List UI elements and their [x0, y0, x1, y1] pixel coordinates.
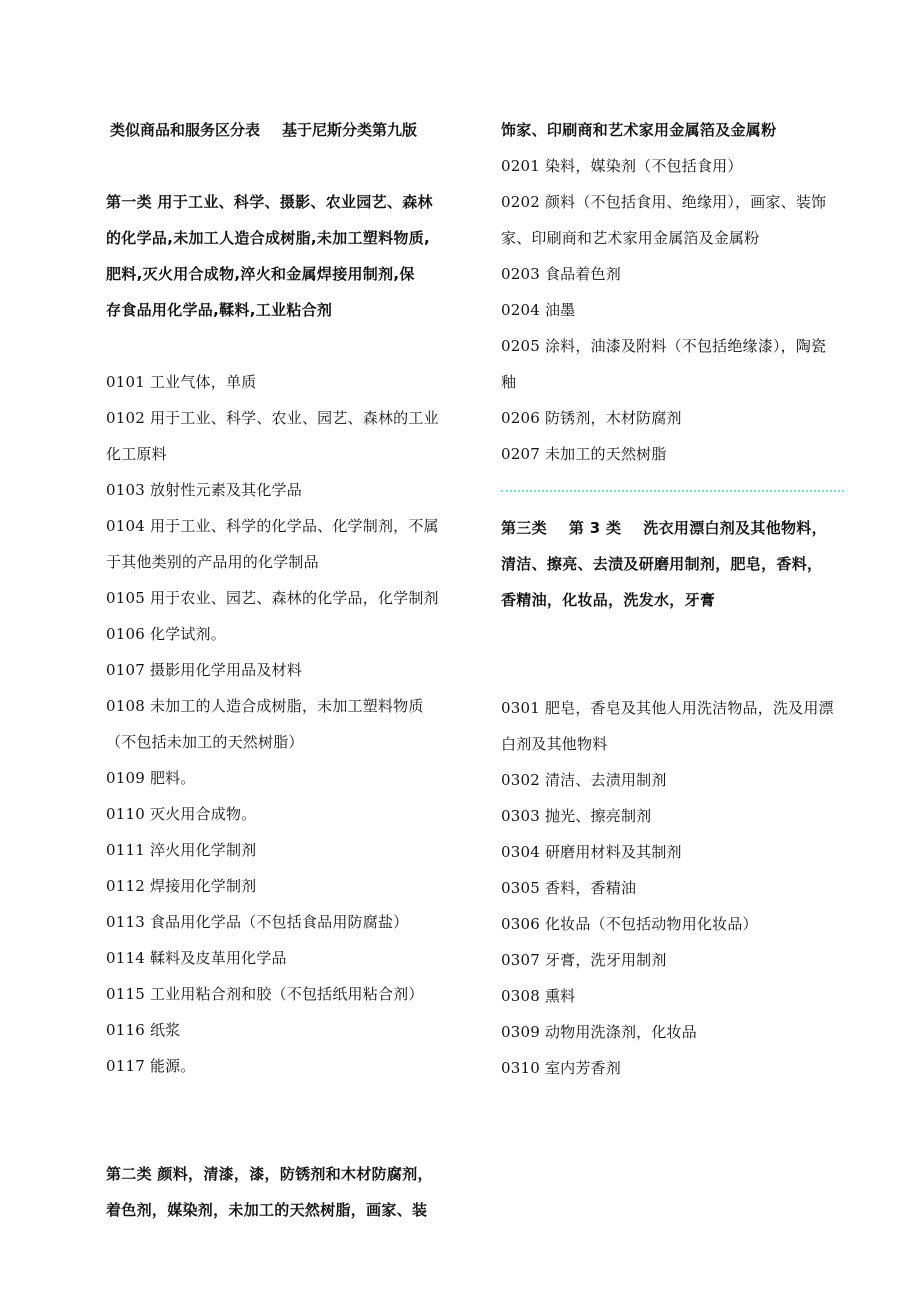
document-title [106, 112, 456, 148]
list-item: 0309 动物用洗涤剂，化妆品 [501, 1023, 697, 1041]
heading-line: 清洁、擦亮、去渍及研磨用制剂，肥皂，香料， [501, 555, 823, 573]
list-item: 0205 涂料，油漆及附料（不包括绝缘漆），陶瓷 [501, 337, 827, 355]
list-item-continuation: 化工原料 [106, 445, 167, 463]
list-item: 0116 纸浆 [106, 1021, 181, 1039]
heading-line: 第二类 颜料，清漆，漆，防锈剂和木材防腐剂， [106, 1165, 433, 1183]
list-item: 0104 用于工业、科学的化学品、化学制剂，不属 [106, 517, 439, 535]
left-column [106, 112, 456, 1228]
right-column [501, 112, 847, 1086]
list-item-continuation: 家、印刷商和艺术家用金属箔及金属粉 [501, 229, 760, 247]
heading-line: 肥料,灭火用合成物,淬火和金属焊接用制剂,保 [106, 265, 415, 283]
list-item: 0109 肥料。 [106, 769, 196, 787]
list-item: 0305 香料，香精油 [501, 879, 637, 897]
class-3-label: 第三类 [501, 519, 547, 537]
list-item: 0113 食品用化学品（不包括食品用防腐盐） [106, 913, 409, 931]
class-3-number-label: 第 3 类 [568, 519, 622, 537]
section-divider [501, 490, 844, 492]
list-item: 0201 染料，媒染剂（不包括食用） [501, 157, 743, 175]
title-part-2: 基于尼斯分类第九版 [282, 121, 418, 139]
list-item: 0207 未加工的天然树脂 [501, 445, 667, 463]
list-item: 0102 用于工业、科学、农业、园艺、森林的工业 [106, 409, 439, 427]
list-item-continuation: 釉 [501, 373, 517, 391]
list-item: 0310 室内芳香剂 [501, 1059, 621, 1077]
heading-line: 的化学品,未加工人造合成树脂,未加工塑料物质, [106, 229, 430, 247]
list-item-continuation: （不包括未加工的天然树脂） [106, 733, 304, 751]
list-item: 0110 灭火用合成物。 [106, 805, 257, 823]
list-item: 0107 摄影用化学用品及材料 [106, 661, 302, 679]
list-item: 0301 肥皂，香皂及其他人用洗洁物品，洗及用漂 [501, 699, 834, 717]
heading-line: 第一类 用于工业、科学、摄影、农业园艺、森林 [106, 193, 433, 211]
list-item: 0304 研磨用材料及其制剂 [501, 843, 682, 861]
list-item: 0302 清洁、去渍用制剂 [501, 771, 667, 789]
list-item: 0101 工业气体，单质 [106, 373, 257, 391]
list-item: 0106 化学试剂。 [106, 625, 226, 643]
list-item: 0115 工业用粘合剂和胶（不包括纸用粘合剂） [106, 985, 424, 1003]
list-item: 0108 未加工的人造合成树脂，未加工塑料物质 [106, 697, 424, 715]
list-item: 0105 用于农业、园艺、森林的化学品，化学制剂 [106, 589, 439, 607]
heading-line: 着色剂，媒染剂，未加工的天然树脂，画家、装 [106, 1201, 428, 1219]
list-item: 0303 抛光、擦亮制剂 [501, 807, 652, 825]
heading-line: 存食品用化学品,鞣料,工业粘合剂 [106, 301, 333, 319]
class-2-items [501, 148, 847, 472]
class-2-heading [106, 1156, 456, 1228]
list-item: 0117 能源。 [106, 1057, 196, 1075]
list-item-continuation: 白剂及其他物料 [501, 735, 608, 753]
list-item: 0203 食品着色剂 [501, 265, 621, 283]
title-part-1: 类似商品和服务区分表 [110, 121, 261, 139]
list-item: 0103 放射性元素及其化学品 [106, 481, 302, 499]
list-item: 0206 防锈剂，木材防腐剂 [501, 409, 682, 427]
list-item: 0307 牙膏，洗牙用制剂 [501, 951, 667, 969]
class-1-heading [106, 184, 456, 328]
class-3-heading-text: 洗衣用漂白剂及其他物料， [643, 519, 827, 537]
class-3-items [501, 690, 847, 1086]
class-3-heading [501, 510, 847, 618]
list-item: 0204 油墨 [501, 301, 576, 319]
list-item: 0202 颜料（不包括食用、绝缘用），画家、装饰 [501, 193, 827, 211]
list-item: 0112 焊接用化学制剂 [106, 877, 257, 895]
heading-line [501, 510, 847, 546]
class-1-items [106, 364, 456, 1084]
heading-line: 饰家、印刷商和艺术家用金属箔及金属粉 [501, 121, 777, 139]
list-item-continuation: 于其他类别的产品用的化学制品 [106, 553, 319, 571]
heading-line: 香精油，化妆品，洗发水，牙膏 [501, 591, 716, 609]
list-item: 0306 化妆品（不包括动物用化妆品） [501, 915, 758, 933]
list-item: 0111 淬火用化学制剂 [106, 841, 257, 859]
list-item: 0308 熏料 [501, 987, 576, 1005]
list-item: 0114 鞣料及皮革用化学品 [106, 949, 287, 967]
